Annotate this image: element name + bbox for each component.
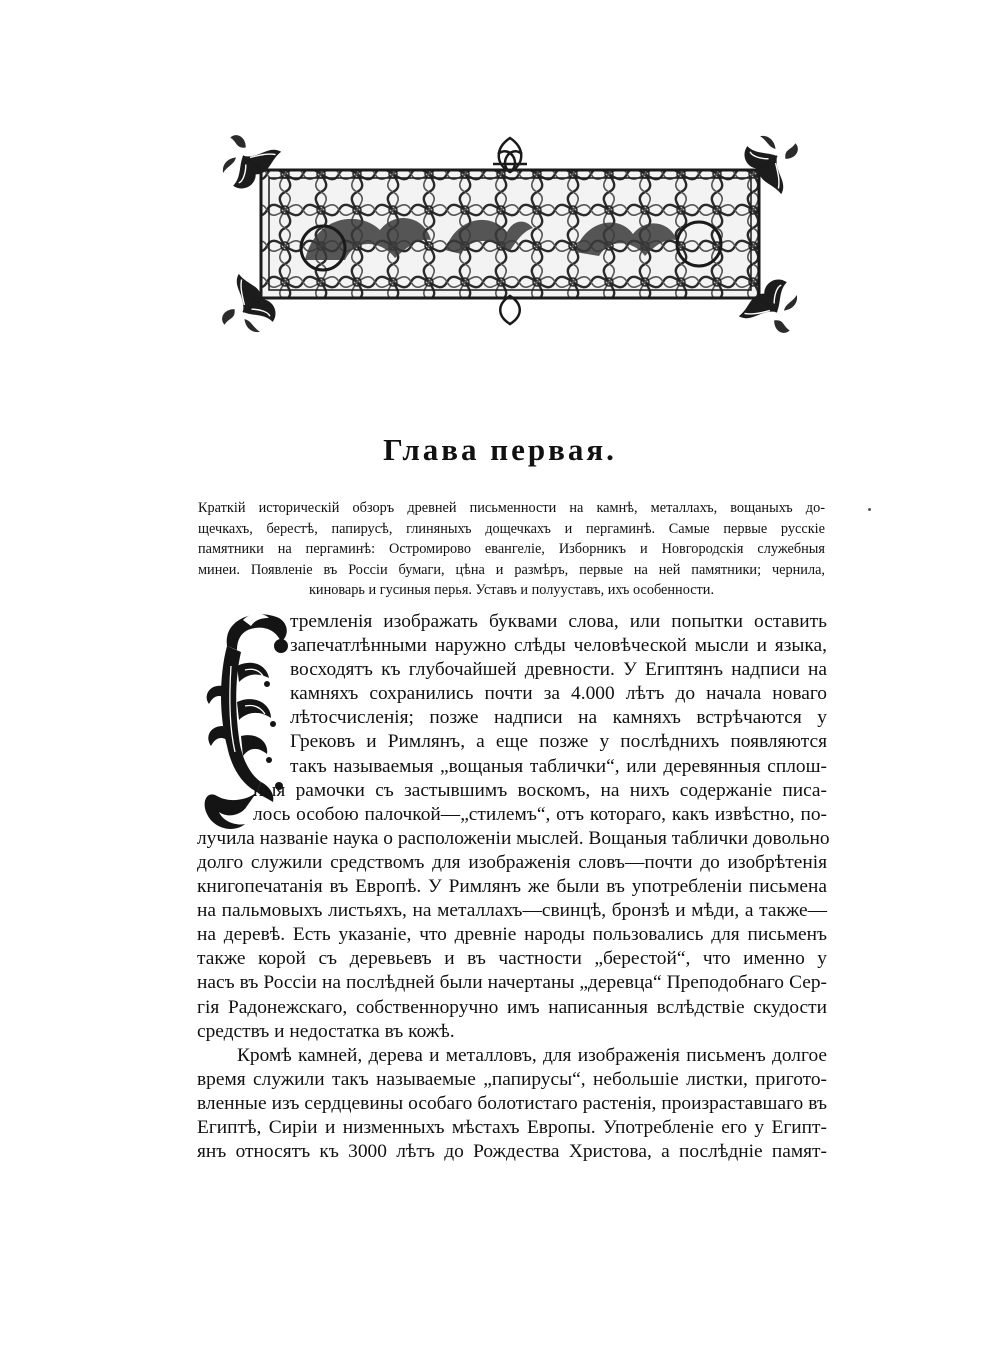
summary-line: Краткій историческій обзоръ древней письменности на камнѣ, металлахъ, вощаныхъ до- (198, 500, 825, 516)
body-line: ныя рамочки съ застывшимъ воскомъ, на нихъ содержаніе писа- (253, 779, 827, 801)
body-line: также корой съ деревьевъ и въ частности „берестой“, что именно у (197, 948, 827, 970)
body-line: вленные изъ сердцевины особаго болотистаго растенія, произраставшаго въ (197, 1092, 827, 1114)
body-line: насъ въ Россіи на послѣдней были начертаны „деревца“ Преподобнаго Сер- (197, 972, 827, 994)
body-line: такъ называемыя „вощаныя таблички“, или деревянныя сплош- (290, 755, 827, 777)
stray-print-mark (868, 508, 871, 511)
body-line: Египтѣ, Сиріи и низменныхъ мѣстахъ Европы. Употребленіе его у Египт- (197, 1116, 827, 1138)
summary-line: щечкахъ, берестѣ, папирусѣ, глиняныхъ дощечкахъ и пергаминѣ. Самые первые русскіе (198, 520, 825, 537)
summary-line: памятники на пергаминѣ: Остромирово евангеліе, Изборникъ и Новгородскія служебныя (198, 541, 825, 557)
body-line: гія Радонежскаго, собственноручно имъ написанныя вслѣдствіе скудости (197, 996, 827, 1018)
body-line: на пальмовыхъ листьяхъ, на металлахъ—свинцѣ, бронзѣ и мѣди, а также— (197, 900, 827, 922)
body-line: запечатлѣнными наружно слѣды человѣческой мысли и языка, (290, 635, 827, 657)
body-text (197, 610, 830, 1164)
body-line: на деревѣ. Есть указаніе, что древніе народы пользовались для письменъ (197, 924, 827, 946)
body-line: восходятъ къ глубочайшей древности. У Египтянъ надписи на (290, 659, 827, 681)
body-line: Грековъ и Римлянъ, а еще позже у послѣднихъ появляются (290, 731, 827, 753)
body-line: лѣтосчисленія; позже надписи на камняхъ встрѣчаются у (290, 707, 827, 729)
chapter-title: Глава первая. (383, 432, 617, 467)
body-line: лось особою палочкой—„стилемъ“, отъ котораго, какъ извѣстно, по- (253, 803, 827, 825)
body-line: долго служили средствомъ для изображенія словъ—почти до изобрѣтенія (197, 851, 827, 873)
body-line: Кромѣ камней, дерева и металловъ, для изображенія письменъ долгое (237, 1044, 827, 1066)
body-line: янъ относятъ къ 3000 лѣтъ до Рождества Христова, а послѣдніе памят- (197, 1141, 827, 1163)
ornamental-headpiece (195, 120, 825, 342)
body-line: книгопечатанія въ Европѣ. У Римлянъ же были въ употребленіи письмена (197, 876, 827, 898)
body-line: тремленія изображать буквами слова, или попытки оставить (290, 611, 827, 632)
summary-line: минеи. Появленіе въ Россіи бумаги, цѣна и размѣръ, первые на ней памятники; чернила, (198, 561, 825, 578)
body-line: лучила названіе наука о расположеніи мыслей. Вощаныя таблички довольно (197, 827, 830, 849)
body-line: средствъ и недостатка въ кожѣ. (197, 1020, 455, 1042)
chapter-summary (198, 498, 825, 601)
body-line: время служили такъ называемые „папирусы“, небольшіе листки, пригото- (197, 1068, 827, 1090)
body-line: камняхъ сохранились почти за 4.000 лѣтъ до начала новаго (290, 683, 827, 705)
summary-line: киноварь и гусиныя перья. Уставъ и полууставъ, ихъ особенности. (308, 582, 715, 598)
